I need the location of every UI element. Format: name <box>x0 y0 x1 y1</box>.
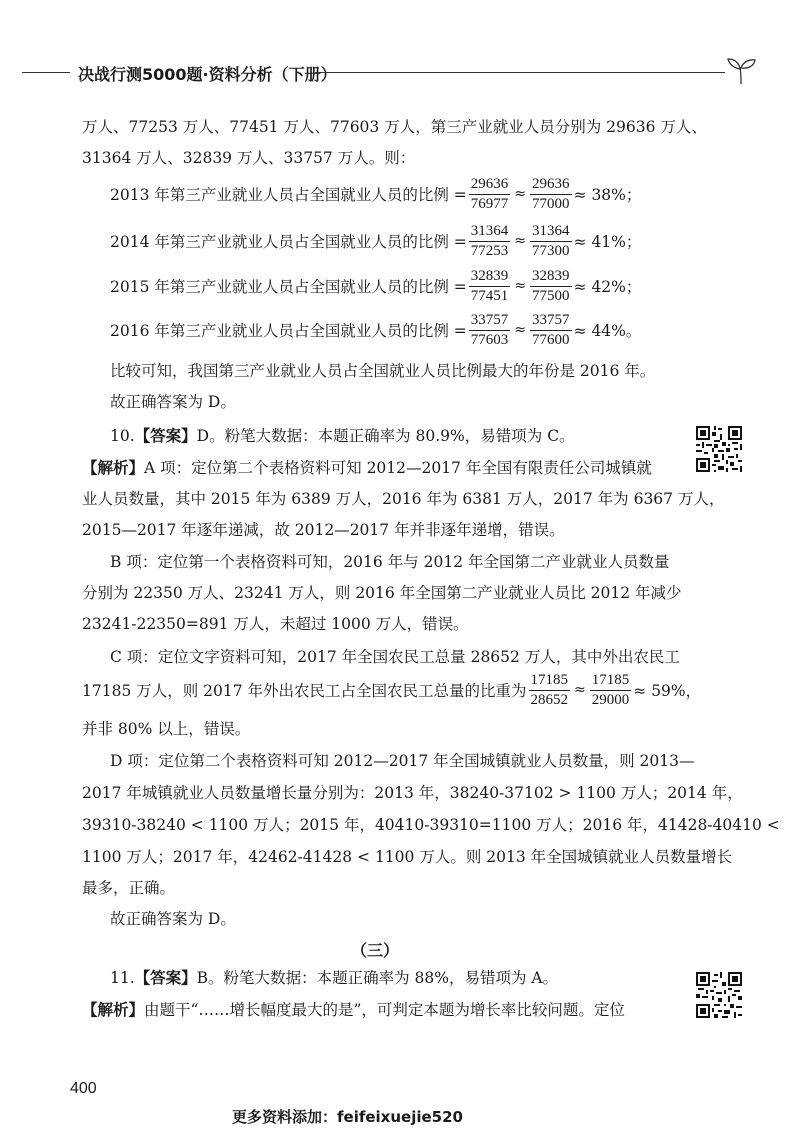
answer-text: B。粉笔大数据：本题正确率为 88%，易错项为 A。 <box>196 969 559 987</box>
denominator: 77000 <box>532 195 570 212</box>
fraction <box>469 268 511 304</box>
fraction <box>530 223 572 259</box>
analysis-line: C 项：定位文字资料可知，2017 年全国农民工总量 28652 万人，其中外出农民工 <box>110 648 680 666</box>
numerator: 32839 <box>530 268 572 287</box>
numerator: 29636 <box>530 176 572 195</box>
numerator: 17185 <box>529 672 571 691</box>
fraction <box>529 672 571 708</box>
answer-tag: 【答案】 <box>134 426 197 445</box>
denominator: 77600 <box>532 331 570 348</box>
ratio-formula <box>110 264 641 308</box>
analysis-text: 由题干“……增长幅度最大的是”，可判定本题为增长率比较问题。定位 <box>144 1001 625 1019</box>
denominator: 77300 <box>532 242 570 259</box>
fraction <box>469 312 511 348</box>
fraction <box>530 268 572 304</box>
denominator: 28652 <box>530 691 569 708</box>
header-rule <box>315 72 725 73</box>
running-header <box>0 58 800 88</box>
ratio-formula <box>82 668 701 712</box>
analysis-line: 业人员数量，其中 2015 年为 6389 万人，2016 年为 6381 万人，2017 年为 6367 万人， <box>82 490 725 508</box>
comparison-text: 比较可知，我国第三产业就业人员占全国就业人员比例最大的年份是 2016 年。 <box>110 362 656 380</box>
ratio-result: ≈ 42%； <box>573 278 642 296</box>
page-number: 400 <box>70 1080 97 1097</box>
q10-answer-line <box>110 428 575 445</box>
numerator: 31364 <box>469 223 511 242</box>
numerator: 17185 <box>590 672 632 691</box>
book-title: 决战行测5000题·资料分析（下册） <box>78 65 337 84</box>
header-rule <box>22 72 70 73</box>
answer-text: D。粉笔大数据：本题正确率为 80.9%，易错项为 C。 <box>196 427 575 445</box>
ratio-formula <box>110 308 641 352</box>
numerator: 33757 <box>530 312 572 331</box>
ratio-prefix: 2013 年第三产业就业人员占全国就业人员的比例 = <box>110 186 467 204</box>
analysis-line: 1100 万人；2017 年，42462-41428 < 1100 万人。则 2013 年全国城镇就业人员数量增长 <box>82 848 733 866</box>
denominator: 77451 <box>470 287 509 304</box>
approx-symbol: ≈ <box>514 186 527 202</box>
q10-analysis-a <box>82 460 652 477</box>
question-number: 10. <box>110 427 135 445</box>
approx-symbol: ≈ <box>574 682 586 698</box>
fraction <box>530 312 572 348</box>
denominator: 77253 <box>470 242 509 259</box>
analysis-tag: 【解析】 <box>82 458 145 477</box>
numerator: 33757 <box>469 312 511 331</box>
ratio-result: ≈ 44%。 <box>573 322 642 340</box>
fraction <box>469 176 511 212</box>
q11-answer-line <box>110 970 558 987</box>
approx-symbol: ≈ <box>514 322 527 338</box>
answer-line: 故正确答案为 D。 <box>110 393 236 411</box>
sprout-icon <box>724 56 758 86</box>
ratio-prefix: 17185 万人，则 2017 年外出农民工占全国农民工总量的比重为 <box>82 682 527 700</box>
ratio-prefix: 2014 年第三产业就业人员占全国就业人员的比例 = <box>110 233 467 251</box>
ratio-formula <box>110 172 641 216</box>
numerator: 31364 <box>530 223 572 242</box>
ratio-prefix: 2016 年第三产业就业人员占全国就业人员的比例 = <box>110 322 467 340</box>
footer-contact: 更多资料添加：feifeixuejie520 <box>232 1108 463 1126</box>
answer-line: 故正确答案为 D。 <box>110 910 236 928</box>
fraction <box>469 223 511 259</box>
fraction <box>530 176 572 212</box>
ratio-formula <box>110 219 641 263</box>
analysis-line: 最多，正确。 <box>82 879 176 897</box>
numerator: 29636 <box>469 176 511 195</box>
ratio-result: ≈ 59%， <box>633 682 702 700</box>
denominator: 77500 <box>532 287 570 304</box>
q11-analysis <box>82 1002 625 1019</box>
section-heading: （三） <box>350 941 399 960</box>
analysis-text: A 项：定位第二个表格资料可知 2012—2017 年全国有限责任公司城镇就 <box>144 459 652 477</box>
intro-line: 万人、77253 万人、77451 万人、77603 万人，第三产业就业人员分别为 29636 万人、 <box>82 118 707 136</box>
numerator: 32839 <box>469 268 511 287</box>
denominator: 76977 <box>470 195 509 212</box>
denominator: 29000 <box>591 691 630 708</box>
denominator: 77603 <box>470 331 509 348</box>
answer-tag: 【答案】 <box>134 968 197 987</box>
qr-code-icon[interactable] <box>694 970 744 1020</box>
intro-line: 31364 万人、32839 万人、33757 万人。则： <box>82 149 416 167</box>
question-number: 11. <box>110 969 135 987</box>
ratio-result: ≈ 38%； <box>573 186 642 204</box>
analysis-line: 2017 年城镇就业人员数量增长量分别为：2013 年，38240-37102 > 1100 万人；2014 年， <box>82 784 743 802</box>
analysis-line: B 项：定位第一个表格资料可知，2016 年与 2012 年全国第二产业就业人员数量 <box>110 553 670 571</box>
approx-symbol: ≈ <box>514 278 527 294</box>
analysis-tag: 【解析】 <box>82 1000 145 1019</box>
analysis-line: 39310-38240 < 1100 万人；2015 年，40410-39310=1100 万人；2016 年，41428-40410 < <box>82 816 780 834</box>
analysis-line: 分别为 22350 万人、23241 万人，则 2016 年全国第二产业就业人员比 2012 年减少 <box>82 584 682 602</box>
qr-code-icon[interactable] <box>694 424 744 474</box>
analysis-line: 并非 80% 以上，错误。 <box>82 720 251 738</box>
analysis-line: 2015—2017 年逐年递减，故 2012—2017 年并非逐年递增，错误。 <box>82 521 565 539</box>
fraction <box>590 672 632 708</box>
analysis-line: 23241-22350=891 万人，未超过 1000 万人，错误。 <box>82 615 469 633</box>
ratio-result: ≈ 41%； <box>573 233 642 251</box>
approx-symbol: ≈ <box>514 233 527 249</box>
analysis-line: D 项：定位第二个表格资料可知 2012—2017 年全国城镇就业人员数量，则 2013— <box>110 752 695 770</box>
ratio-prefix: 2015 年第三产业就业人员占全国就业人员的比例 = <box>110 278 467 296</box>
